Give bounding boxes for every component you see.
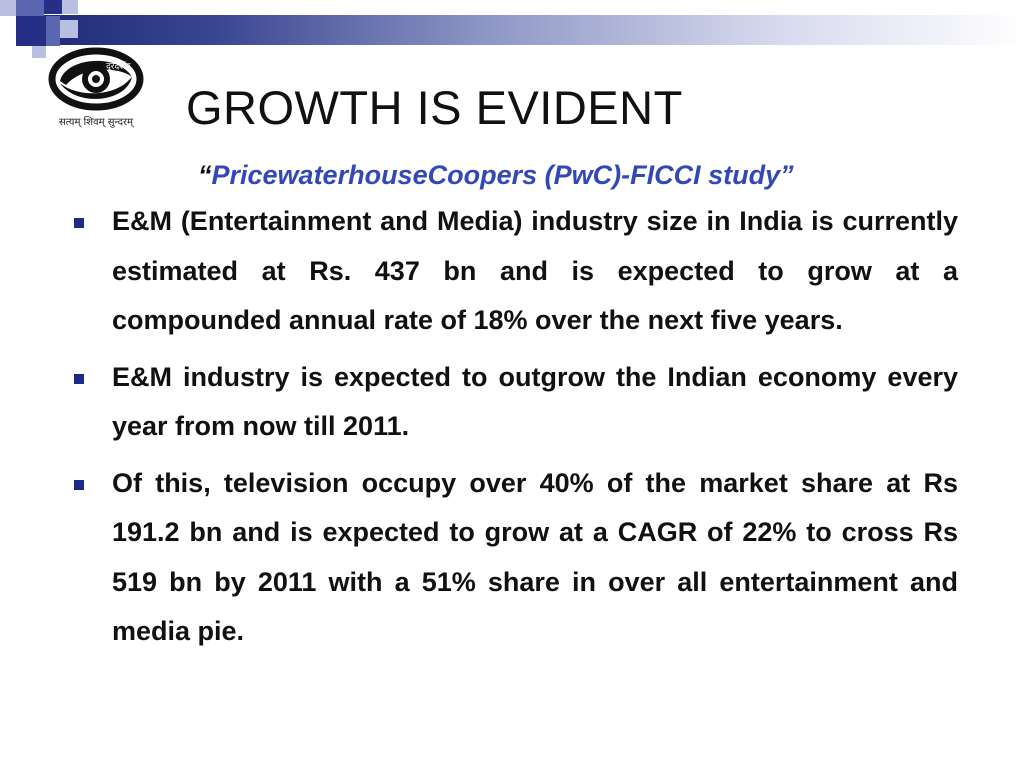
logo-motto: सत्यम् शिवम् सुन्दरम् xyxy=(59,117,133,128)
slide-subtitle xyxy=(198,160,794,191)
bullet-text: Of this, television occupy over 40% of the market share at Rs 191.2 bn and is expected to grow at a CAGR of 22% to cross Rs 519 bn by 2011 with a 51% share in over all entertainment and media pie. xyxy=(112,467,958,646)
corner-square xyxy=(0,0,16,16)
slide-title: GROWTH IS EVIDENT xyxy=(186,81,683,134)
doordarshan-logo-icon xyxy=(36,45,156,133)
header-gradient-band xyxy=(40,15,1024,45)
bullet-square-icon xyxy=(74,480,84,490)
bullet-text: E&M (Entertainment and Media) industry size in India is currently estimated at Rs. 437 bn and is expected to grow at a compounded annual rate of 18% over the next five years. xyxy=(112,206,958,335)
subtitle-text: PricewaterhouseCoopers (PwC)-FICCI study” xyxy=(211,160,794,190)
corner-square xyxy=(16,16,46,46)
doordarshan-logo xyxy=(36,45,156,133)
bullet-item xyxy=(70,459,958,657)
subtitle-open-quote: “ xyxy=(198,160,212,190)
bullet-list xyxy=(70,197,958,664)
corner-square xyxy=(46,16,60,46)
corner-square xyxy=(16,0,44,16)
bullet-square-icon xyxy=(74,218,84,228)
corner-square xyxy=(60,20,78,38)
logo-emblem-text: दूरदर्शन xyxy=(106,62,131,72)
bullet-item xyxy=(70,353,958,452)
bullet-item xyxy=(70,197,958,346)
bullet-square-icon xyxy=(74,374,84,384)
corner-square xyxy=(62,0,78,14)
bullet-text: E&M industry is expected to outgrow the Indian economy every year from now till 2011. xyxy=(112,361,958,441)
corner-square xyxy=(44,0,62,14)
